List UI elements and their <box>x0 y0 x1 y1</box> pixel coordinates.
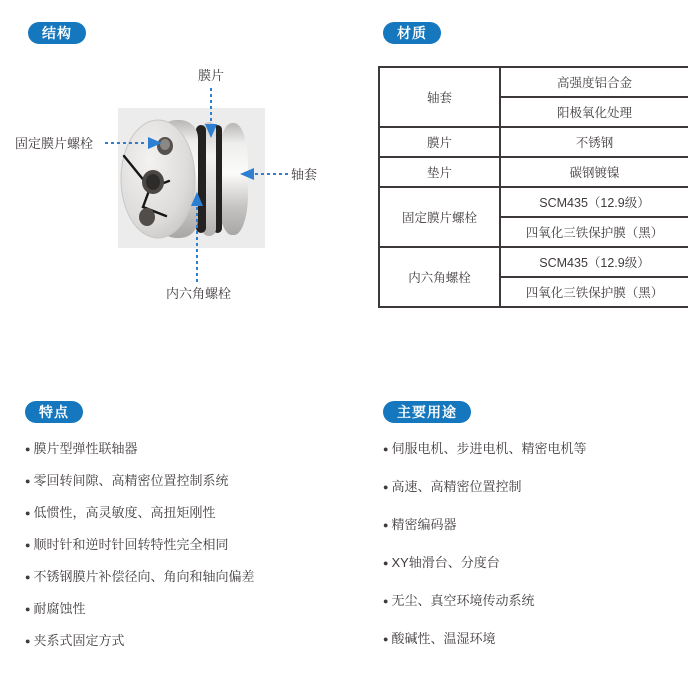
feature-item: ● 膜片型弹性联轴器 <box>25 440 254 458</box>
material-part-name: 固定膜片螺栓 <box>379 187 500 247</box>
feature-item: ● 低惯性，高灵敏度、高扭矩刚性 <box>25 504 254 522</box>
material-value: SCM435（12.9级） <box>500 187 688 217</box>
table-row <box>379 67 688 97</box>
material-value: SCM435（12.9级） <box>500 247 688 277</box>
applications-list <box>383 440 586 668</box>
table-row <box>379 187 688 217</box>
application-item: ● 高速、高精密位置控制 <box>383 478 586 496</box>
material-part-name: 内六角螺栓 <box>379 247 500 307</box>
material-value: 高强度铝合金 <box>500 67 688 97</box>
material-part-name: 轴套 <box>379 67 500 127</box>
application-item: ● 酸碱性、温湿环境 <box>383 630 586 648</box>
label-fixing-bolt: 固定膜片螺栓 <box>15 136 94 151</box>
material-part-name: 垫片 <box>379 157 500 187</box>
application-item: ● 无尘、真空环境传动系统 <box>383 592 586 610</box>
table-row <box>379 127 688 157</box>
feature-item: ● 顺时针和逆时针回转特性完全相同 <box>25 536 254 554</box>
material-section-badge: 材质 <box>383 22 441 44</box>
label-hex-bolt: 内六角螺栓 <box>166 286 232 301</box>
material-part-name: 膜片 <box>379 127 500 157</box>
application-item: ● XY轴滑台、分度台 <box>383 554 586 572</box>
application-item: ● 精密编码器 <box>383 516 586 534</box>
coupling-structure-diagram <box>10 60 340 310</box>
features-section-badge: 特点 <box>25 401 83 423</box>
material-value: 四氧化三铁保护膜（黑） <box>500 217 688 247</box>
table-row <box>379 247 688 277</box>
material-value: 阳极氧化处理 <box>500 97 688 127</box>
material-value: 不锈钢 <box>500 127 688 157</box>
feature-item: ● 夹系式固定方式 <box>25 632 254 650</box>
feature-item: ● 零回转间隙、高精密位置控制系统 <box>25 472 254 490</box>
material-value: 四氧化三铁保护膜（黑） <box>500 277 688 307</box>
label-sleeve: 轴套 <box>291 167 318 182</box>
feature-item: ● 不锈钢膜片补偿径向、角向和轴向偏差 <box>25 568 254 586</box>
coupling-photo <box>121 120 248 238</box>
application-item: ● 伺服电机、步进电机、精密电机等 <box>383 440 586 458</box>
features-list <box>25 440 254 664</box>
applications-section-badge: 主要用途 <box>383 401 471 423</box>
table-row <box>379 157 688 187</box>
structure-section-badge: 结构 <box>28 22 86 44</box>
bolt-hole-bottom <box>139 208 155 226</box>
material-value: 碳钢镀镍 <box>500 157 688 187</box>
feature-item: ● 耐腐蚀性 <box>25 600 254 618</box>
label-diaphragm: 膜片 <box>198 68 225 83</box>
material-table <box>378 66 688 308</box>
